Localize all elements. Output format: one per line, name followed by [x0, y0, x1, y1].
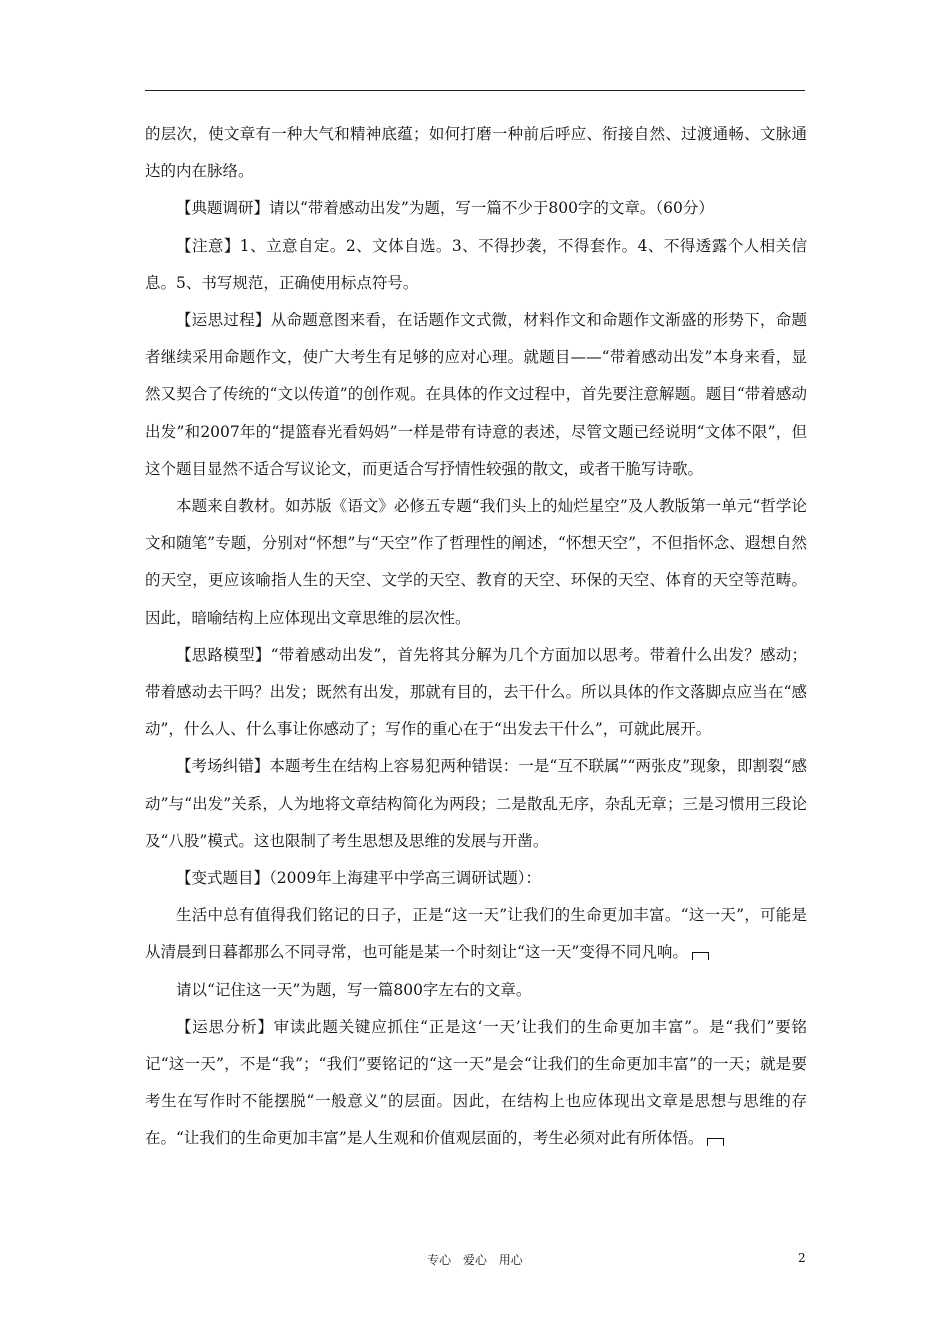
paragraph-variant-title: 【变式题目】（2009年上海建平中学高三调研试题）：	[176, 869, 541, 888]
footer-motto: 专心 爱心 用心	[427, 1253, 523, 1267]
page-number: 2	[798, 1251, 806, 1265]
paragraph-variant-prompt: 生活中总有值得我们铭记的日子，正是“这一天”让我们的生命更加丰富。“这一天”，可能是从清晨到日暮都那么不同寻常，也可能是某一个时刻让“这一天”变得不同凡响。	[145, 906, 807, 962]
page-footer	[0, 1251, 950, 1271]
paragraph-end-mark-icon	[692, 952, 709, 960]
paragraph-variant-task: 请以“记住这一天”为题，写一篇800字左右的文章。	[176, 980, 532, 999]
paragraph-textbook-source: 本题来自教材。如苏版《语文》必修五专题“我们头上的灿烂星空”及人教版第一单元“哲学论文和随笔”专题，分别对“怀想”与“天空”作了哲理性的阐述，“怀想天空”，不但指怀念、遐想自然的天空，更应该喻指人生的天空、文学的天空、教育的天空、环保的天空、体育的天空等范畴。因此，暗喻结构上应体现出文章思维的层次性。	[145, 497, 807, 627]
header-rule	[145, 90, 805, 91]
document-body	[145, 116, 807, 1158]
paragraph-analysis: 【运思分析】审读此题关键应抓住“正是这‘一天’让我们的生命更加丰富”。是“我们”要铭记“这一天”，不是“我”；“我们”要铭记的“这一天”是会“让我们的生命更加丰富”的一天；就是要考生在写作时不能摆脱“一般意义”的层面。因此，在结构上也应体现出文章是思想与思维的存在。“让我们的生命更加丰富”是人生观和价值观层面的，考生必须对此有所体悟。	[145, 1017, 807, 1148]
paragraph-notes: 【注意】1、立意自定。2、文体自选。3、不得抄袭，不得套作。4、不得透露个人相关信息。5、书写规范，正确使用标点符号。	[145, 236, 807, 292]
paragraph-typical-question: 【典题调研】请以“带着感动出发”为题，写一篇不少于800字的文章。（60分）	[176, 199, 714, 218]
paragraph-end-mark-icon	[707, 1138, 724, 1146]
paragraph-continuation: 的层次，使文章有一种大气和精神底蕴；如何打磨一种前后呼应、衔接自然、过渡通畅、文脉通达的内在脉络。	[145, 125, 807, 181]
paragraph-idea-model: 【思路模型】“带着感动出发”，首先将其分解为几个方面加以思考。带着什么出发？感动；带着感动去干吗？出发；既然有出发，那就有目的，去干什么。所以具体的作文落脚点应当在“感动”，什么人、什么事让你感动了；写作的重心在于“出发去干什么”，可就此展开。	[145, 645, 807, 739]
paragraph-thinking-process: 【运思过程】从命题意图来看，在话题作文式微，材料作文和命题作文渐盛的形势下，命题者继续采用命题作文，使广大考生有足够的应对心理。就题目——“带着感动出发”本身来看，显然又契合了传统的“文以传道”的创作观。在具体的作文过程中，首先要注意解题。题目“带着感动出发”和2007年的“提篮春光看妈妈”一样是带有诗意的表述，尽管文题已经说明“文体不限”，但这个题目显然不适合写议论文，而更适合写抒情性较强的散文，或者干脆写诗歌。	[145, 311, 807, 478]
paragraph-error-correction: 【考场纠错】本题考生在结构上容易犯两种错误：一是“互不联属”“两张皮”现象，即割裂“感动”与“出发”关系，人为地将文章结构简化为两段；二是散乱无序，杂乱无章；三是习惯用三段论及“八股”模式。这也限制了考生思想及思维的发展与开凿。	[145, 757, 807, 850]
